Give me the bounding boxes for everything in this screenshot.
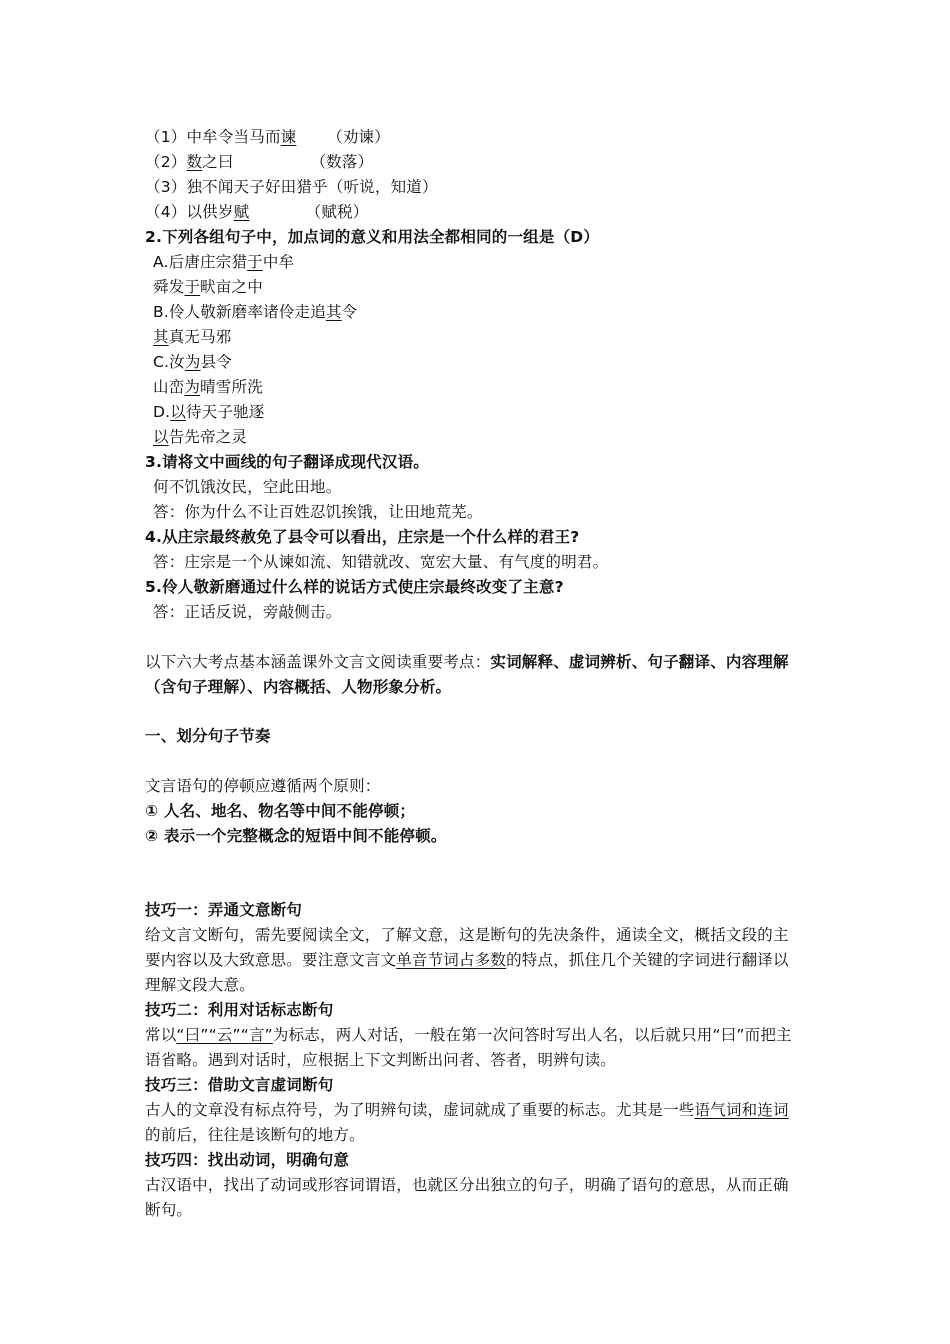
rule-1: ① 人名、地名、物名等中间不能停顿； bbox=[145, 802, 416, 820]
intro-paragraph: 以下六大考点基本涵盖课外文言文阅读重要考点：实词解释、虚词辨析、句子翻译、内容理解（含句子理解）、内容概括、人物形象分析。 bbox=[145, 653, 789, 696]
tip-1-title: 技巧一：弄通文意断句 bbox=[145, 901, 303, 919]
underlined-word: 为 bbox=[184, 378, 201, 396]
tip-3-body: 古人的文章没有标点符号，为了明辨句读，虚词就成了重要的标志。尤其是一些语气词和连词的前后，往往是该断句的地方。 bbox=[145, 1101, 789, 1144]
vocab-item-1: （1）中牟令当马而谏 （劝谏） bbox=[145, 128, 390, 146]
option-a-1: A.后唐庄宗猎于中牟 bbox=[153, 253, 295, 271]
underlined-word: 赋 bbox=[233, 203, 250, 221]
option-b-1: B.伶人敬新磨率诸伶走追其令 bbox=[153, 303, 358, 321]
underlined-word: 以 bbox=[170, 403, 186, 421]
tip-2-title: 技巧二：利用对话标志断句 bbox=[145, 1001, 334, 1019]
option-c-1: C.汝为县令 bbox=[153, 353, 232, 371]
tip-1-body: 给文言文断句，需先要阅读全文，了解文意，这是断句的先决条件，通读全文，概括文段的主要内容以及大致意思。要注意文言文单音节词占多数的特点，抓住几个关键的字词进行翻译以理解文段大意。 bbox=[145, 926, 789, 994]
tip-4-title: 技巧四：找出动词，明确句意 bbox=[145, 1151, 350, 1169]
tip-4-body: 古汉语中，找出了动词或形容词谓语，也就区分出独立的句子，明确了语句的意思，从而正确断句。 bbox=[145, 1176, 789, 1219]
underlined-word: 于 bbox=[184, 278, 201, 296]
tip-3-title: 技巧三：借助文言虚词断句 bbox=[145, 1076, 334, 1094]
question-5-answer: 答：正话反说，旁敲侧击。 bbox=[153, 603, 342, 621]
key-points: 实词解释、虚词辨析、句子翻译、内容理解（含句子理解）、内容概括、人物形象分析。 bbox=[145, 653, 789, 696]
question-3-title: 3.请将文中画线的句子翻译成现代汉语。 bbox=[145, 453, 429, 471]
underlined-word: 以 bbox=[153, 428, 169, 446]
question-3-answer: 答：你为什么不让百姓忍饥挨饿，让田地荒芜。 bbox=[153, 503, 483, 521]
question-3-sentence: 何不饥饿汝民，空此田地。 bbox=[153, 478, 342, 496]
underlined-word: 于 bbox=[247, 253, 263, 271]
question-5-title: 5.伶人敬新磨通过什么样的说话方式使庄宗最终改变了主意? bbox=[145, 578, 564, 596]
question-2-title: 2.下列各组句子中，加点词的意义和用法全都相同的一组是（D） bbox=[145, 228, 600, 246]
vocab-item-3: （3）独不闻天子好田猎乎（听说，知道） bbox=[145, 178, 438, 196]
underlined-phrase: 单音节词占多数 bbox=[396, 951, 507, 969]
section-1-heading: 一、划分句子节奏 bbox=[145, 727, 271, 745]
rule-2: ② 表示一个完整概念的短语中间不能停顿。 bbox=[145, 827, 447, 845]
underlined-phrase: “曰”“云”“言” bbox=[176, 1026, 273, 1044]
underlined-word: 为 bbox=[184, 353, 201, 371]
underlined-word: 其 bbox=[153, 328, 169, 346]
option-a-2: 舜发于畎亩之中 bbox=[153, 278, 263, 296]
question-4-title: 4.从庄宗最终赦免了县令可以看出，庄宗是一个什么样的君王? bbox=[145, 528, 580, 546]
tip-2-body: 常以“曰”“云”“言”为标志，两人对话，一般在第一次问答时写出人名，以后就只用“曰”而把主语省略。遇到对话时，应根据上下文判断出问者、答者，明辨句读。 bbox=[145, 1026, 792, 1069]
underlined-word: 谏 bbox=[280, 128, 297, 146]
section-1-lead: 文言语句的停顿应遵循两个原则： bbox=[145, 777, 381, 795]
underlined-word: 数 bbox=[186, 153, 203, 171]
option-d-1: D.以待天子驰逐 bbox=[153, 403, 265, 421]
vocab-item-2: （2）数之曰 （数落） bbox=[145, 153, 374, 171]
option-d-2: 以告先帝之灵 bbox=[153, 428, 248, 446]
underlined-phrase: 语气词和连词 bbox=[694, 1101, 789, 1119]
option-c-2: 山峦为晴雪所洗 bbox=[153, 378, 263, 396]
question-4-answer: 答：庄宗是一个从谏如流、知错就改、宽宏大量、有气度的明君。 bbox=[153, 553, 609, 571]
underlined-word: 其 bbox=[325, 303, 342, 321]
option-b-2: 其真无马邪 bbox=[153, 328, 232, 346]
vocab-item-4: （4）以供岁赋 （赋税） bbox=[145, 203, 369, 221]
